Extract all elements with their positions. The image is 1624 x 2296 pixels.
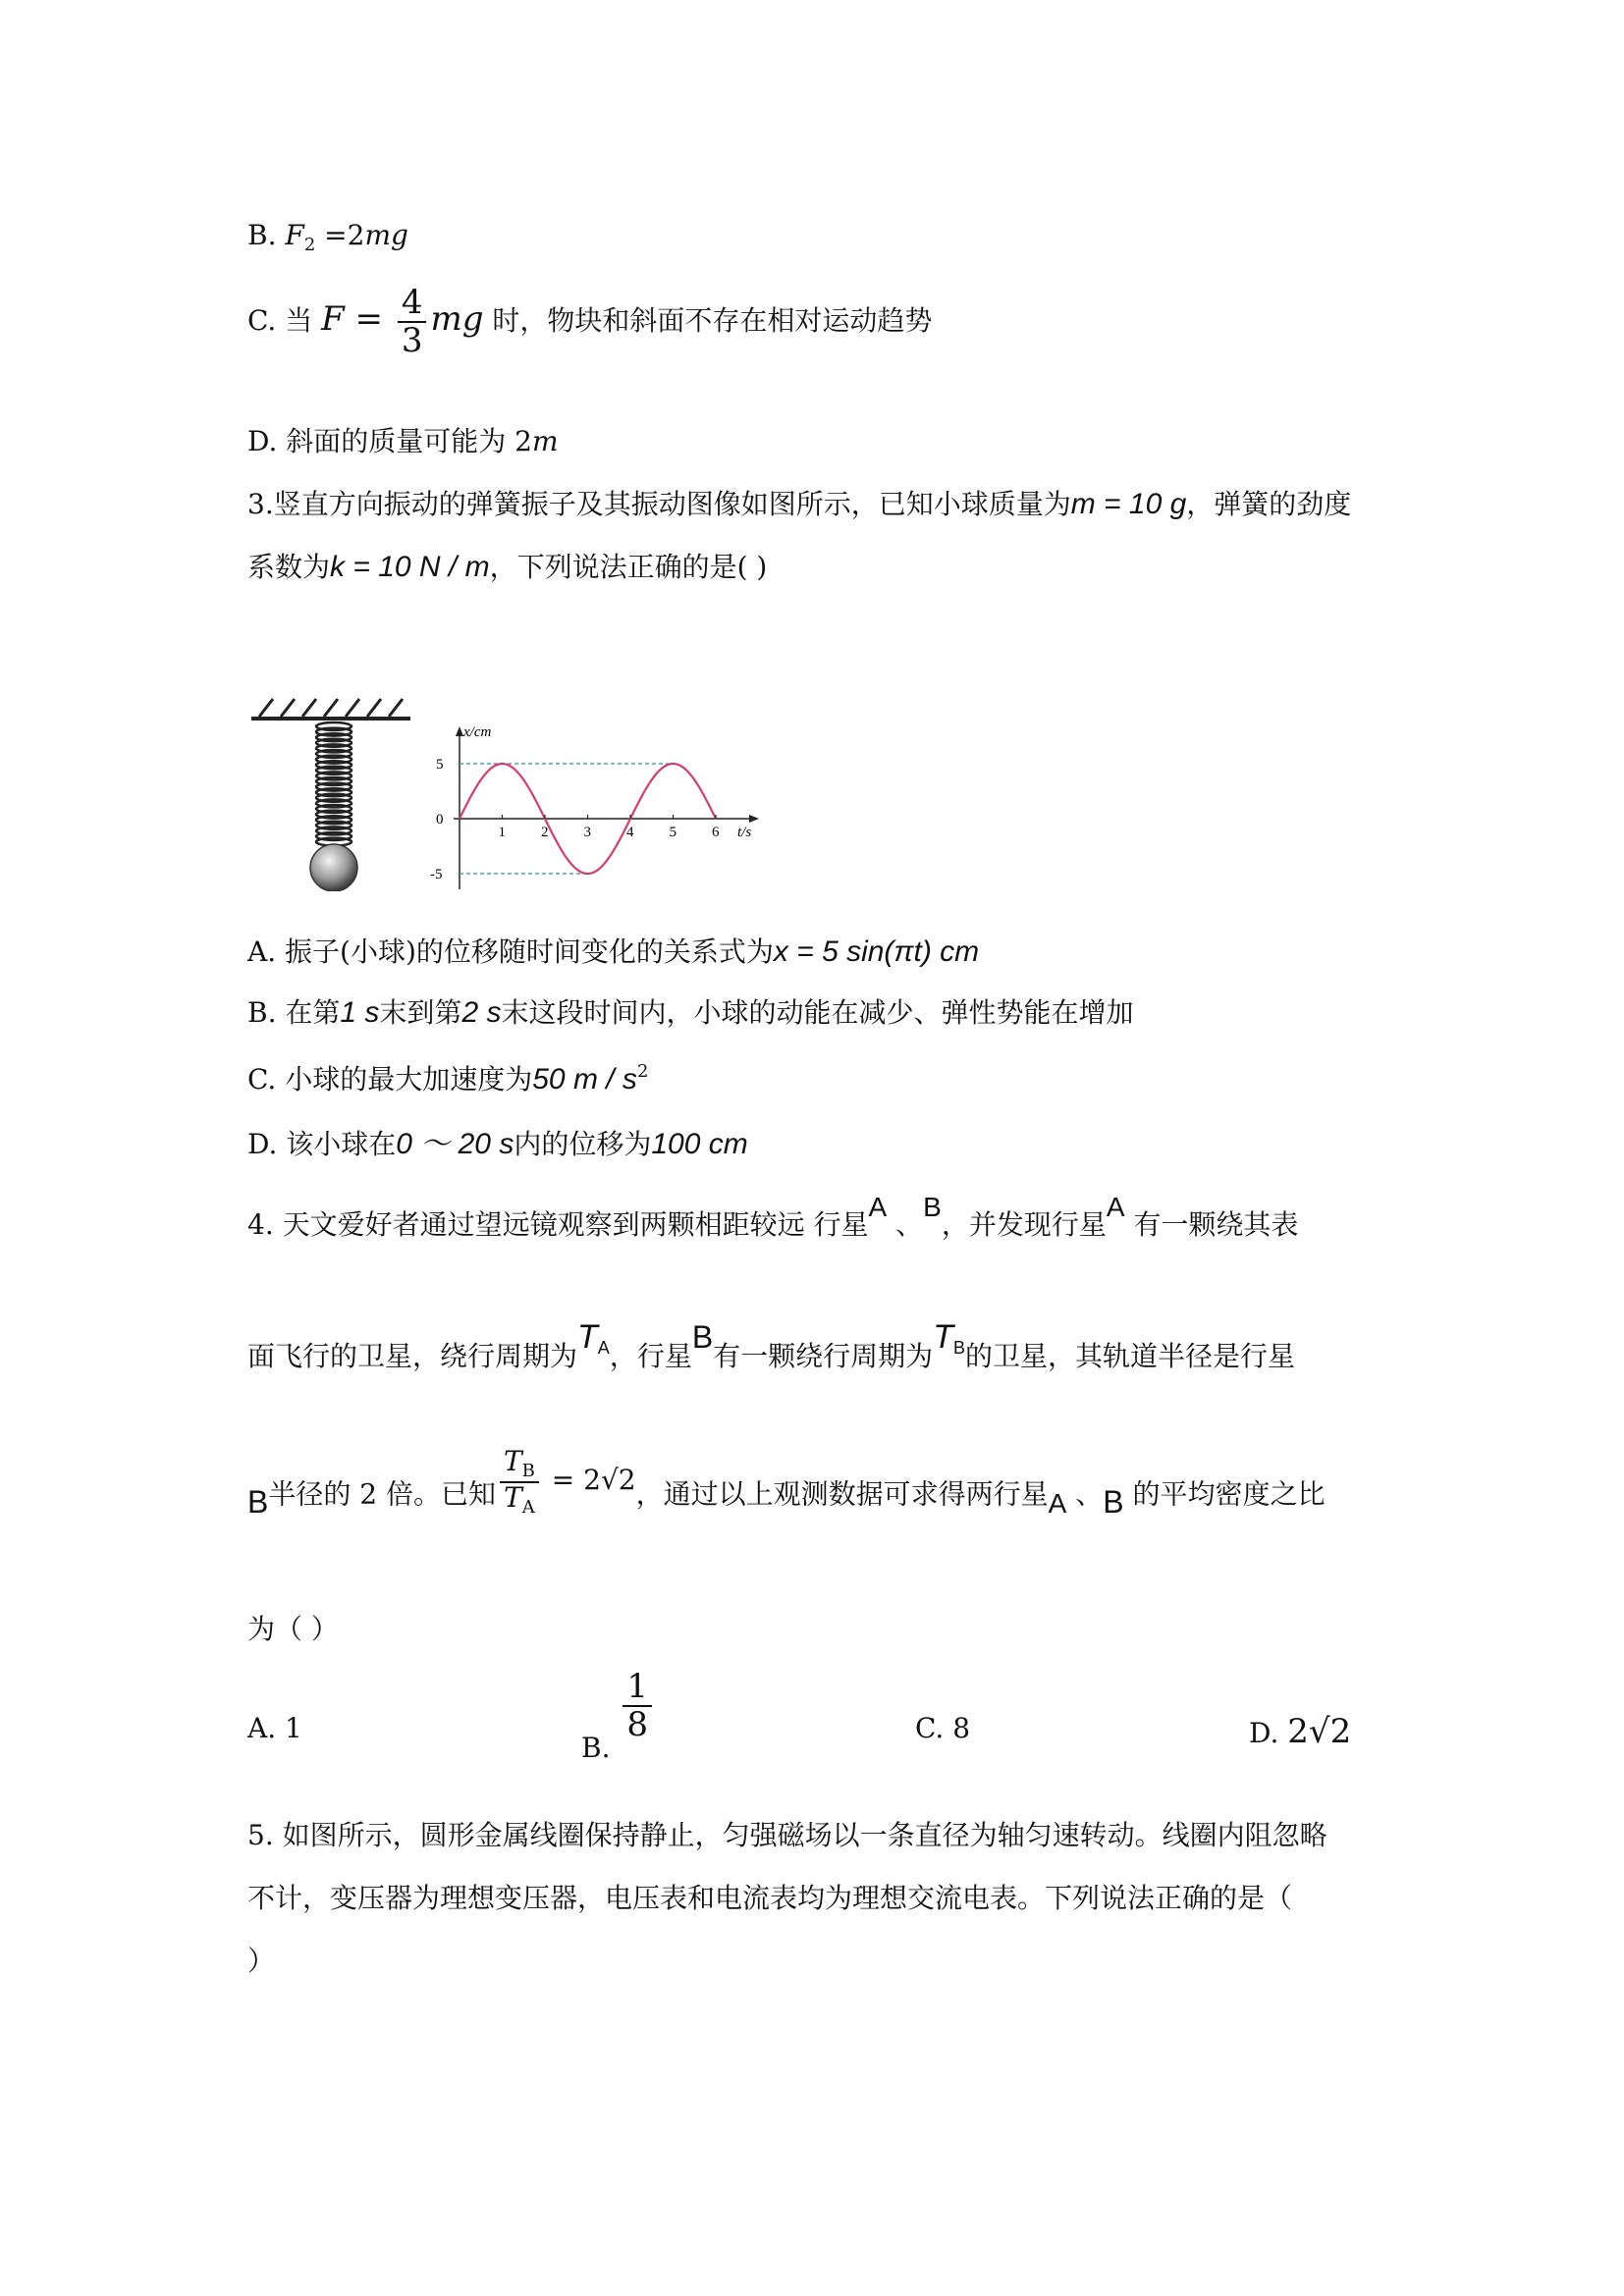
fraction-1-8: $\frac{1}{8}$ (623, 1669, 652, 1744)
q2-option-b: B. $F_2 =2mg$ (247, 219, 408, 255)
x-axis-arrow (749, 815, 759, 823)
q3-option-b: B. 在第1 s末到第2 s末这段时间内，小球的动能在减少、弹性势能在增加 (247, 996, 1134, 1029)
x-tick-label: 3 (583, 825, 591, 840)
y-axis-arrow (456, 726, 463, 736)
x-tick-label: 1 (498, 825, 506, 840)
q3-option-d: D. 该小球在0 ～ 20 s内的位移为100 cm (247, 1128, 748, 1160)
q4-stem-line4: 为（ ） (247, 1613, 339, 1645)
fraction-tb-ta: $\frac{T_B}{T_A}$ (500, 1447, 539, 1518)
x-tick-label: 6 (712, 825, 720, 840)
q3-stem-line1: 3.竖直方向振动的弹簧振子及其振动图像如图所示，已知小球质量为m = 10 g，弹簧的劲度 (247, 488, 1352, 520)
q3-stem-line2: 系数为k = 10 N / m，下列说法正确的是( ) (247, 551, 768, 583)
x-tick-label: 5 (669, 825, 677, 840)
x-tick-label: 2 (541, 825, 549, 840)
q4-option-d: D. 2√2 (1249, 1712, 1352, 1751)
q4-stem-line1: 4. 天文爱好者通过望远镜观察到两颗相距较远 行星A 、B，并发现行星A 有一颗绕其表 (247, 1192, 1299, 1241)
spring-oscillator-figure (247, 695, 424, 891)
y-tick-label: -5 (430, 867, 443, 882)
spring-coil (316, 722, 352, 846)
fraction-4-3: $\frac{4}{3}$ (398, 285, 427, 360)
y-tick-label: 0 (436, 812, 444, 828)
q3-option-c: C. 小球的最大加速度为50 m / $s^2$ (247, 1061, 649, 1095)
q5-stem-line1: 5. 如图所示，圆形金属线圈保持静止，匀强磁场以一条直径为轴匀速转动。线圈内阻忽略 (247, 1819, 1327, 1851)
q3-option-a: A. 振子(小球)的位移随时间变化的关系式为x = 5 sin(πt) cm (247, 935, 980, 968)
y-axis-label: x/cm (463, 724, 492, 740)
q4-stem-line2: 面飞行的卫星，绕行周期为$T_A$，行星B有一颗绕行周期为$T_B$的卫星，其轨道半径是行星 (247, 1318, 1295, 1372)
q5-stem-line2: 不计，变压器为理想变压器，电压表和电流表均为理想交流电表。下列说法正确的是（ (247, 1882, 1293, 1914)
y-tick-label: 5 (436, 757, 444, 773)
q4-option-a: A. 1 (247, 1712, 302, 1744)
q4-option-b: B. $\frac{1}{8}$ (581, 1669, 656, 1744)
x-axis-label: t/s (737, 825, 752, 840)
q4-stem-line3: B半径的 2 倍。已知 $\frac{T_B}{T_A}$ = 2√2，通过以上观测数据可求得两行星A 、B 的平均密度之比 (247, 1445, 1326, 1521)
q4-option-c: C. 8 (915, 1712, 971, 1744)
q5-stem-line3: ） (247, 1945, 276, 1977)
vibration-graph (424, 722, 778, 895)
x-tick-label: 4 (626, 825, 634, 840)
q2-option-d: D. 斜面的质量可能为 2m (247, 425, 559, 457)
q2-option-c: C. 当 F = $\frac{4}{3}$ mg 时，物块和斜面不存在相对运动趋势 (247, 283, 933, 361)
